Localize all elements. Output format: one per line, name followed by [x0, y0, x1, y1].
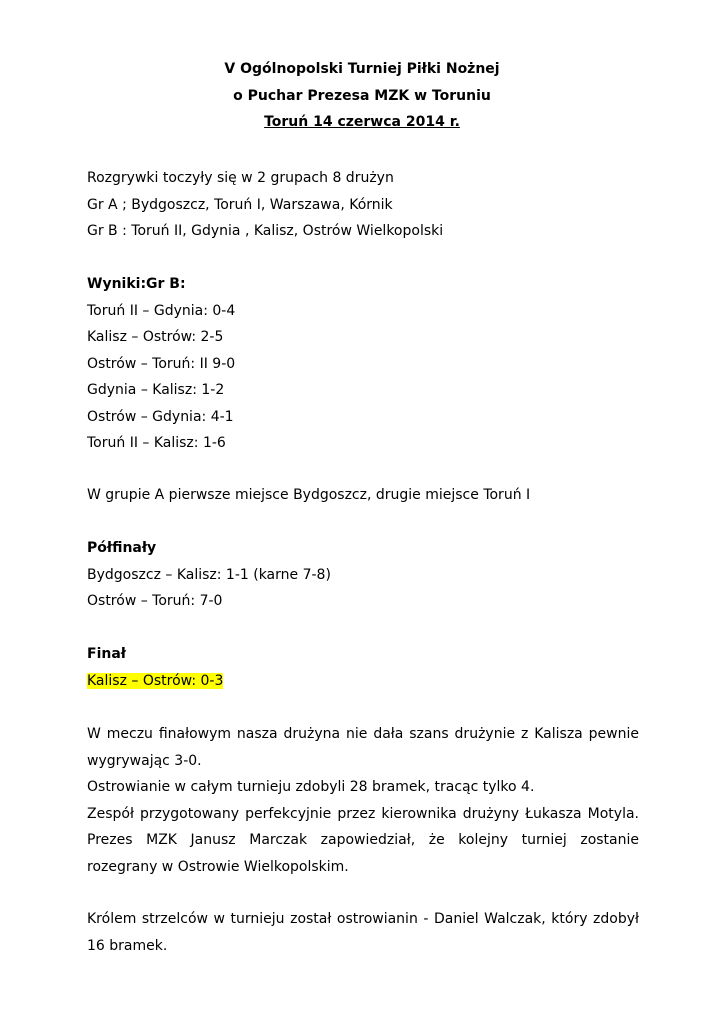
semifinal-item: Ostrów – Toruń: 7-0	[87, 593, 223, 609]
result-item: Kalisz – Ostrów: 2-5	[87, 329, 224, 345]
final-section	[87, 641, 639, 694]
semifinals-section	[87, 535, 639, 615]
result-item: Gdynia – Kalisz: 1-2	[87, 382, 225, 398]
group-a-summary: W grupie A pierwsze miejsce Bydgoszcz, drugie miejsce Toruń I	[87, 487, 531, 503]
summary-paragraph-3: Zespół przygotowany perfekcyjnie przez kierownika drużyny Łukasza Motyla. Prezes MZK Janusz Marczak zapowiedział, że kolejny turniej zostanie rozegrany w Ostrowie Wielkopolskim.	[87, 805, 639, 875]
result-item: Ostrów – Gdynia: 4-1	[87, 408, 234, 425]
title-date-line: Toruń 14 czerwca 2014 r.	[264, 114, 460, 130]
group-a-summary-section	[87, 482, 639, 509]
intro-section	[87, 165, 639, 245]
summary-section	[87, 721, 639, 880]
intro-line: Rozgrywki toczyły się w 2 grupach 8 drużyn	[87, 170, 394, 186]
title-line-1: V Ogólnopolski Turniej Piłki Nożnej	[224, 61, 500, 77]
semifinal-item: Bydgoszcz – Kalisz: 1-1 (karne 7-8)	[87, 566, 331, 583]
final-result-highlight: Kalisz – Ostrów: 0-3	[87, 672, 224, 689]
summary-paragraph-1: W meczu finałowym nasza drużyna nie dała szans drużynie z Kalisza pewnie wygrywając 3-0.	[87, 726, 639, 769]
result-item: Toruń II – Gdynia: 0-4	[87, 302, 236, 319]
result-item: Ostrów – Toruń: II 9-0	[87, 355, 236, 372]
title-line-2: o Puchar Prezesa MZK w Toruniu	[233, 87, 491, 104]
results-section	[87, 271, 639, 457]
results-heading: Wyniki:Gr B:	[87, 276, 186, 292]
group-b-teams: Gr B : Toruń II, Gdynia , Kalisz, Ostrów Wielkopolski	[87, 223, 444, 239]
top-scorer-section	[87, 906, 639, 959]
semifinals-heading: Półfinały	[87, 540, 157, 556]
result-item: Toruń II – Kalisz: 1-6	[87, 435, 226, 451]
document-title	[0, 56, 724, 136]
group-a-teams: Gr A ; Bydgoszcz, Toruń I, Warszawa, Kórnik	[87, 196, 393, 213]
summary-paragraph-4: Królem strzelców w turnieju został ostrowianin - Daniel Walczak, który zdobył 16 bramek.	[87, 911, 639, 954]
summary-paragraph-2: Ostrowianie w całym turnieju zdobyli 28 bramek, tracąc tylko 4.	[87, 779, 535, 795]
final-heading: Finał	[87, 646, 126, 662]
